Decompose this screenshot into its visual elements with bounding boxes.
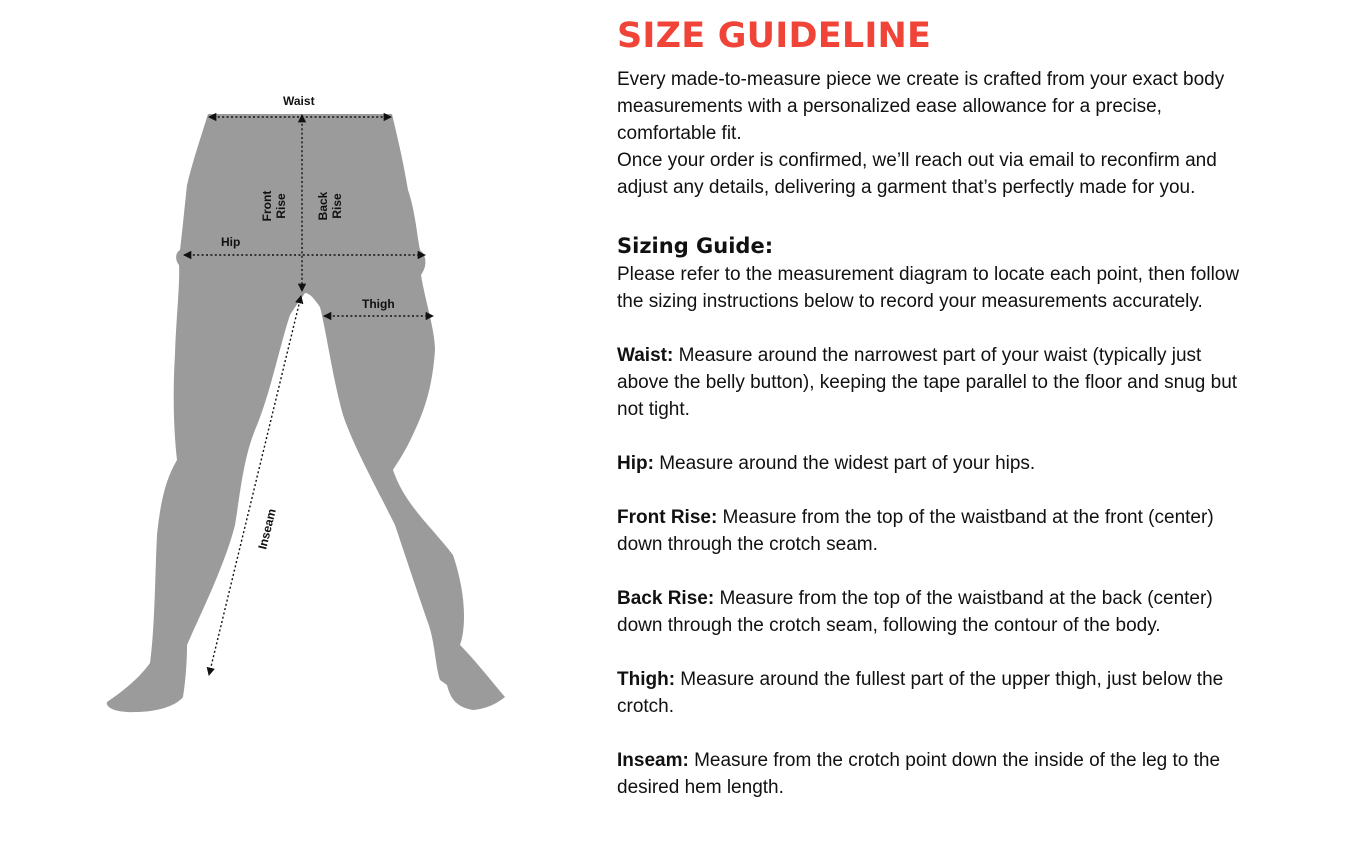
inseam-instruction bbox=[617, 747, 1257, 801]
front-rise-label-line2: Rise bbox=[274, 193, 288, 219]
inseam-label: Inseam bbox=[255, 507, 279, 551]
sizing-guide-heading: Sizing Guide: bbox=[617, 234, 774, 258]
size-guideline-content bbox=[617, 14, 1257, 801]
back-rise-label-line2: Rise bbox=[330, 193, 344, 219]
waist-instruction-text: Measure around the narrowest part of your waist (typically just above the belly button), keeping the tape parallel to the floor and snug but not tight. bbox=[617, 345, 1238, 420]
intro-paragraph-2: Once your order is confirmed, we’ll reach out via email to reconfirm and adjust any details, delivering a garment that’s perfectly made for you. bbox=[617, 150, 1217, 198]
back-rise-instruction-text: Measure from the top of the waistband at the back (center) down through the crotch seam, following the contour of the body. bbox=[617, 588, 1213, 636]
front-rise-label-line1: Front bbox=[260, 190, 274, 222]
inseam-instruction-label: Inseam: bbox=[617, 750, 689, 771]
thigh-instruction bbox=[617, 666, 1257, 720]
back-rise-instruction bbox=[617, 585, 1257, 639]
thigh-label: Thigh bbox=[362, 297, 395, 311]
waist-label: Waist bbox=[283, 94, 315, 108]
inseam-instruction-text: Measure from the crotch point down the inside of the leg to the desired hem length. bbox=[617, 750, 1221, 798]
page-title: SIZE GUIDELINE bbox=[617, 16, 932, 56]
intro-paragraph-1: Every made-to-measure piece we create is crafted from your exact body measurements with a personalized ease allowance for a precise, comfortable fit. bbox=[617, 69, 1225, 144]
front-rise-instruction-label: Front Rise: bbox=[617, 507, 718, 528]
back-rise-label-line1: Back bbox=[316, 191, 330, 221]
hip-label: Hip bbox=[221, 235, 241, 249]
hip-instruction bbox=[617, 450, 1257, 477]
measurement-diagram bbox=[95, 85, 525, 725]
waist-instruction bbox=[617, 342, 1257, 423]
front-rise-instruction bbox=[617, 504, 1257, 558]
sizing-guide-intro: Please refer to the measurement diagram to locate each point, then follow the sizing instructions below to record your measurements accurately. bbox=[617, 264, 1240, 312]
thigh-instruction-text: Measure around the fullest part of the upper thigh, just below the crotch. bbox=[617, 669, 1224, 717]
waist-instruction-label: Waist: bbox=[617, 345, 674, 366]
pants-diagram-svg bbox=[95, 85, 525, 725]
thigh-instruction-label: Thigh: bbox=[617, 669, 676, 690]
legs-silhouette bbox=[107, 114, 505, 712]
front-rise-instruction-text: Measure from the top of the waistband at the front (center) down through the crotch seam. bbox=[617, 507, 1214, 555]
hip-instruction-text: Measure around the widest part of your hips. bbox=[653, 453, 1036, 474]
hip-instruction-label: Hip: bbox=[617, 453, 654, 474]
back-rise-instruction-label: Back Rise: bbox=[617, 588, 715, 609]
